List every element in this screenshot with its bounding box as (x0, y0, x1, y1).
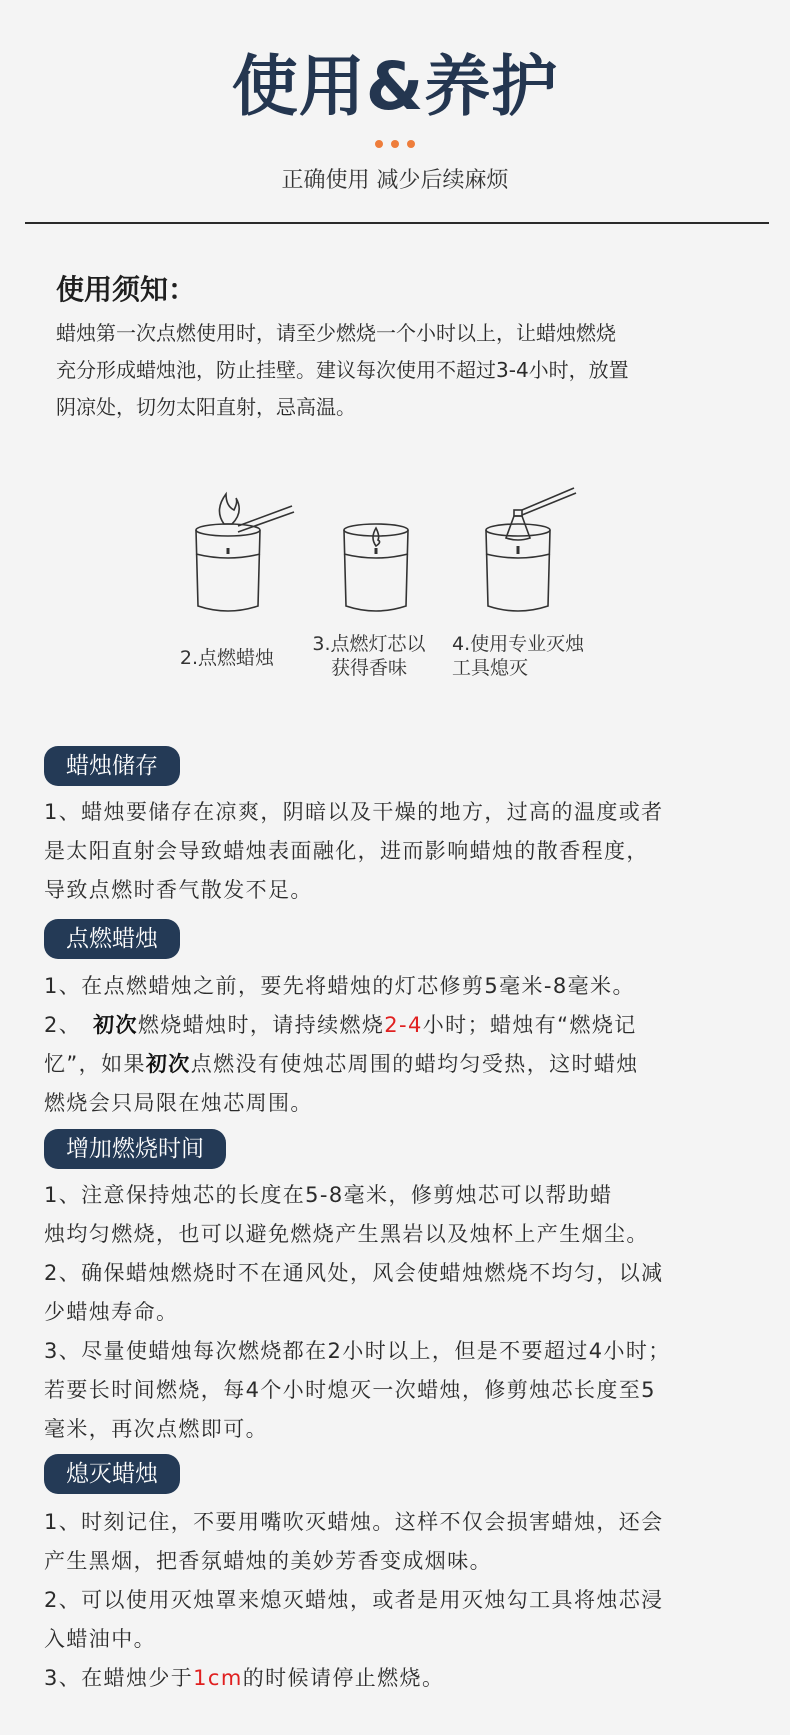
notice-line: 蜡烛第一次点燃使用时，请至少燃烧一个小时以上，让蜡烛燃烧 (56, 321, 616, 345)
header-divider (25, 222, 769, 224)
snuffer-candle-icon (486, 488, 576, 611)
section-burn-time-text: 1、注意保持烛芯的长度在5-8毫米，修剪烛芯可以帮助蜡 烛均匀燃烧，也可以避免燃烧产生黑岩以及烛杯上产生烟尘。 2、确保蜡烛燃烧时不在通风处，风会使蜡烛燃烧不均匀，以减 少蜡烛寿命。 3、尽量使蜡烛每次燃烧都在2小时以上，但是不要超过4小时； 若要长时间燃烧，每4个小时熄灭一次蜡烛，修剪烛芯长度至5 毫米，再次点燃即可。 (44, 1183, 671, 1441)
page-title: 使用&养护 (231, 48, 559, 125)
notice-line: 充分形成蜡烛池，防止挂壁。建议每次使用不超过3-4小时，放置 (56, 358, 629, 382)
step-caption-3: 3.点燃灯芯以 获得香味 (312, 633, 426, 679)
burning-candle-icon (344, 524, 408, 611)
lighting-candle-icon (196, 494, 294, 611)
notice-line: 阴凉处，切勿太阳直射，忌高温。 (56, 395, 356, 419)
notice-title: 使用须知： (56, 273, 197, 306)
title-dots (0, 133, 790, 152)
section-extinguish-text: 1、时刻记住，不要用嘴吹灭蜡烛。这样不仅会损害蜡烛，还会 产生黑烟，把香氛蜡烛的美妙芳香变成烟味。 2、可以使用灭烛罩来熄灭蜡烛，或者是用灭烛勾工具将烛芯浸 入蜡油中。 3、在蜡烛少于1cm的时候请停止燃烧。 (44, 1510, 664, 1690)
notice-body (56, 315, 706, 426)
section-badge-lighting: 点燃蜡烛 (44, 919, 180, 959)
section-badge-extinguish: 熄灭蜡烛 (44, 1454, 180, 1494)
page-subtitle: 正确使用 减少后续麻烦 (281, 168, 509, 193)
section-badge-storage: 蜡烛储存 (44, 746, 180, 786)
section-lighting-text: 1、在点燃蜡烛之前，要先将蜡烛的灯芯修剪5毫米-8毫米。 2、 初次燃烧蜡烛时，请持续燃烧2-4小时；蜡烛有“燃烧记 忆”，如果初次点燃没有使烛芯周围的蜡均匀受热，这时蜡烛 燃烧会只局限在烛芯周围。 (44, 974, 639, 1115)
step-caption-4: 4.使用专业灭烛 工具熄灭 (452, 633, 585, 679)
section-badge-burn-time: 增加燃烧时间 (44, 1129, 226, 1169)
step-caption-2: 2.点燃蜡烛 (179, 647, 275, 669)
section-storage-text: 1、蜡烛要储存在凉爽，阴暗以及干燥的地方，过高的温度或者 是太阳直射会导致蜡烛表面融化，进而影响蜡烛的散香程度， 导致点燃时香气散发不足。 (44, 800, 664, 902)
